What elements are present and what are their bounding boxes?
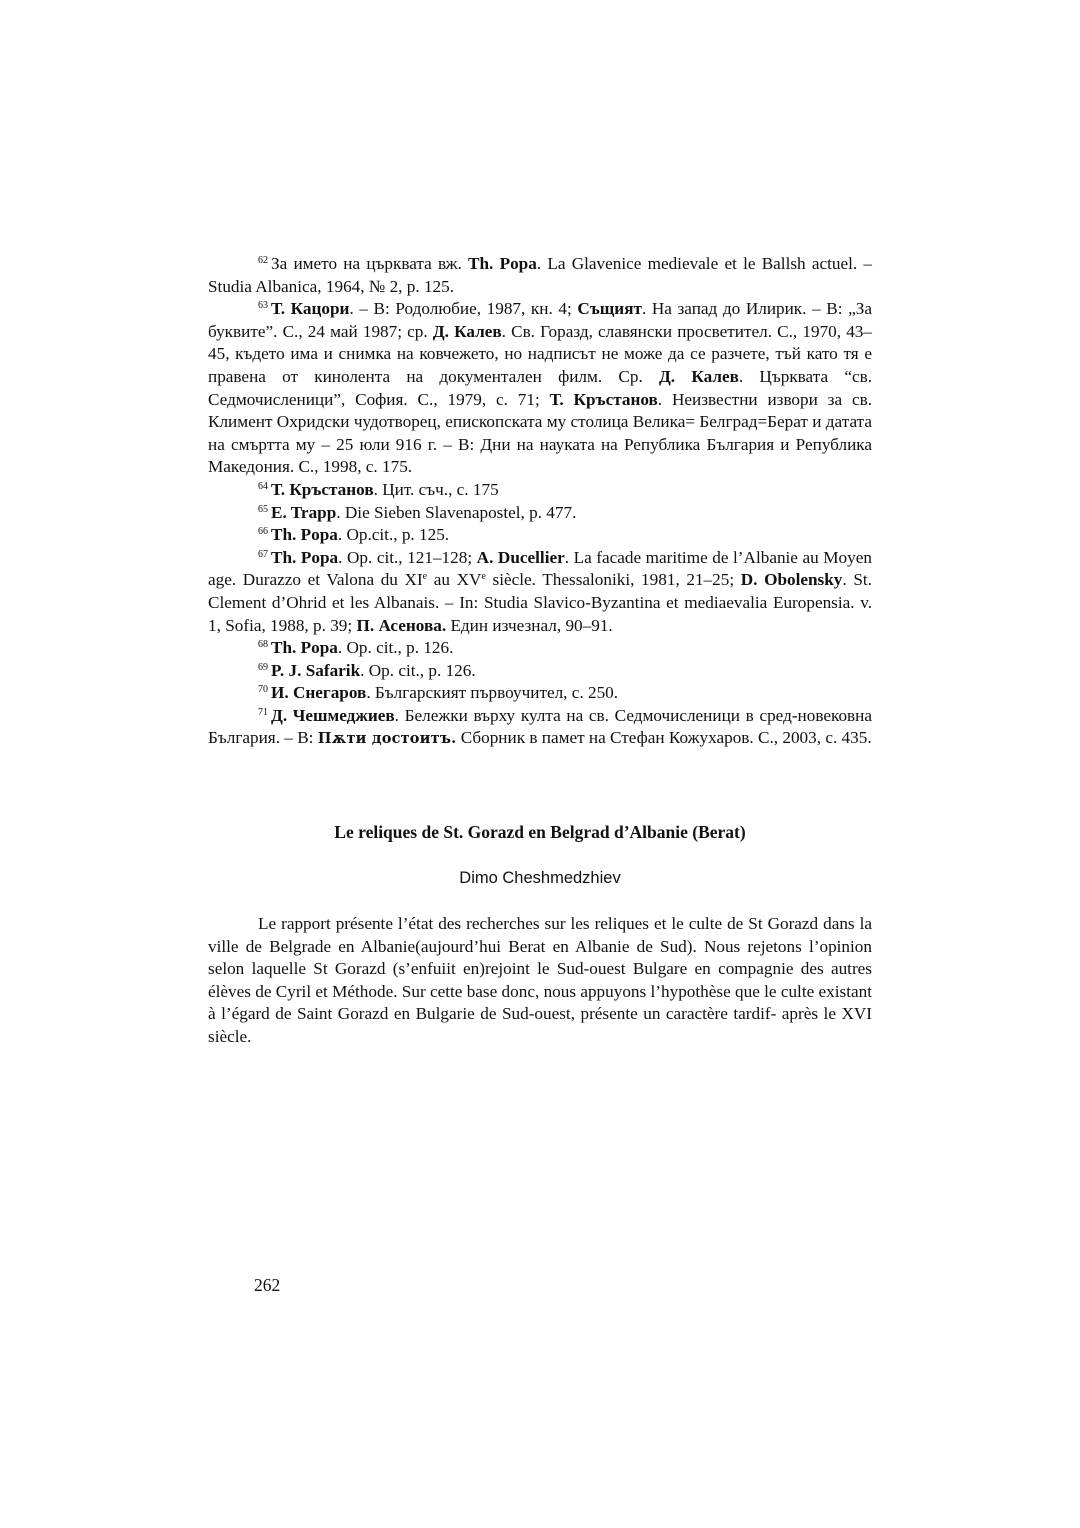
footnote-text: . Op.cit., p. 125.: [337, 525, 450, 545]
footnote-text: . St. Clement d’Ohrid et les Albanais. – In: Studia Slavico-Byzantina et mediaevalia Europensia. v. 1, Sofia, 1988, p. 39;: [208, 570, 872, 635]
footnote-text: . Българският първоучител, с. 250.: [366, 683, 619, 703]
footnote-text: siècle. Thessaloniki, 1981, 21–25;: [485, 570, 741, 590]
footnote-text: . Op. cit., 121–128;: [338, 547, 477, 567]
bold-author: E. Trapp: [271, 502, 337, 522]
footnote-text: . – В: Родолюбие, 1987, кн. 4;: [349, 299, 578, 319]
bold-author: A. Ducellier: [476, 547, 565, 567]
footnote-67: [208, 547, 872, 637]
footnote-text: . Op. cit., p. 126.: [337, 638, 454, 658]
footnote-text: . Бележки върху култа на св. Седмочисленици в сред-новековна България. – В:: [208, 705, 872, 748]
bold-author: П. Асенова.: [356, 615, 447, 635]
summary-title: Le reliques de St. Gorazd en Belgrad d’Albanie (Berat): [334, 822, 746, 842]
superscript: e: [422, 571, 428, 583]
footnote-text: au XV: [427, 570, 482, 590]
footnote-number: 62: [258, 255, 268, 266]
footnote-64: [208, 479, 872, 502]
footnote-text: . La facade maritime de l’Albanie au Moyen age. Durazzo et Valona du XI: [208, 547, 872, 590]
footnote-70: [208, 682, 872, 705]
footnote-text: . Die Sieben Slavenapostel, p. 477.: [336, 502, 577, 522]
bold-author: Д. Чешмеджиев: [271, 705, 395, 725]
bold-author: Същият: [577, 299, 642, 319]
bold-author: Т. Кръстанов: [549, 389, 658, 409]
footnotes-section: [208, 253, 872, 751]
footnote-number: 70: [258, 684, 268, 696]
footnote-text: Сборник в памет на Стефан Кожухаров. С., 2003, с. 435.: [456, 728, 872, 748]
bold-author: Th. Popa: [271, 638, 338, 658]
old-slavonic-title: Пѫти достоитъ.: [317, 730, 457, 748]
footnote-number: 71: [258, 706, 268, 718]
bold-author: Th. Popa: [271, 525, 338, 545]
bold-author: Th. Popa: [468, 254, 537, 273]
footnote-65: [208, 502, 872, 525]
footnote-text: . Op. cit., p. 126.: [360, 660, 476, 680]
footnote-text: . Св. Горазд, славянски просветител. С., 1970, 43–45, където има и снимка на ковчежето, но надписът не може да се разчете, тъй като тя е правена от кинолента на документален филм. Ср.: [208, 321, 872, 386]
bold-author: Д. Калев: [432, 321, 502, 341]
footnote-number: 69: [258, 661, 268, 673]
bold-author: Т. Кръстанов: [271, 479, 374, 499]
page-number: 262: [254, 1275, 281, 1295]
footnote-68: [208, 637, 872, 660]
footnote-number: 65: [258, 503, 268, 515]
summary-abstract: [208, 913, 872, 1049]
footnote-66: [208, 524, 872, 547]
bold-author: D. Obolensky: [740, 570, 843, 590]
bold-author: Th. Popa: [271, 547, 339, 567]
bold-author: Д. Калев: [658, 366, 739, 386]
bold-author: P. J. Safarik: [271, 660, 361, 680]
footnote-text: . Цит. съч., с. 175: [373, 479, 499, 499]
footnote-number: 63: [258, 300, 268, 312]
footnote-text: . Неизвестни извори за св. Климент Охридски чудотворец, епископската му столица Велика= Белград=Берат и датата на смъртта му – 25 юли 916 г. – В: Дни на науката на Република България и Република Македония. С., 1998, с. 175.: [208, 389, 873, 477]
footnote-text: . На запад до Илирик. – В: „За буквите”. С., 24 май 1987; ср.: [208, 299, 872, 341]
bold-author: И. Снегаров: [271, 683, 367, 703]
footnote-text: . Църквата “св. Седмочисленици”, София. С., 1979, с. 71;: [208, 366, 872, 409]
footnote-number: 66: [258, 526, 268, 538]
footnote-number: 68: [258, 639, 268, 651]
footnote-number: 64: [258, 480, 268, 492]
footnote-number: 67: [258, 548, 268, 560]
footnote-62: [208, 253, 872, 298]
footnote-text: За името на църквата вж.: [271, 254, 469, 273]
footnote-71: [208, 705, 872, 751]
summary-author: Dimo Cheshmedzhiev: [459, 869, 621, 887]
footnote-69: [208, 660, 872, 683]
footnote-63: [208, 298, 872, 479]
superscript: e: [481, 571, 486, 583]
abstract-paragraph: Le rapport présente l’état des recherches sur les reliques et le culte de St Gorazd dans la ville de Belgrade en Albanie(aujourd’hui Berat en Albanie de Sud). Nous rejetons l’opinion selon laquelle St Gorazd (s’enfuiit en)rejoint le Sud-ouest Bulgare en compagnie des autres élèves de Cyril et Méthode. Sur cette base donc, nous appuyons l’hypothèse que le culte existant à l’égard de Saint Gorazd en Bulgarie de Sud-ouest, présente un caractère tardif- après le XVI siècle.: [208, 914, 872, 1046]
footnote-text: . La Glavenice medievale et le Ballsh actuel. – Studia Albanica, 1964, № 2, p. 125.: [208, 254, 872, 296]
bold-author: Т. Кацори: [271, 299, 350, 319]
footnote-text: Един изчезнал, 90–91.: [446, 615, 613, 635]
